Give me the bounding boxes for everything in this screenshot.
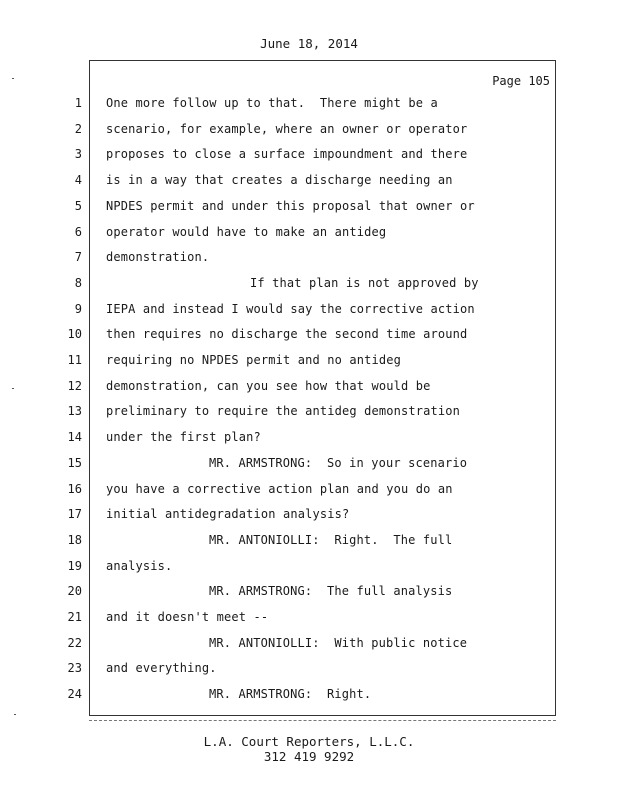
line-number: 2 <box>74 122 82 136</box>
line-number: 16 <box>67 482 82 496</box>
page-label: Page 105 <box>492 74 550 88</box>
transcript-line: If that plan is not approved by <box>250 276 479 290</box>
line-number: 4 <box>74 173 82 187</box>
transcript-line: then requires no discharge the second time around <box>106 327 468 341</box>
line-number: 3 <box>74 147 82 161</box>
line-number: 6 <box>74 225 82 239</box>
transcript-line: MR. ANTONIOLLI: Right. The full <box>209 533 453 547</box>
line-number: 9 <box>74 302 82 316</box>
line-number: 18 <box>67 533 82 547</box>
transcript-line: operator would have to make an antideg <box>106 225 387 239</box>
line-number: 5 <box>74 199 82 213</box>
scan-speck <box>12 388 14 389</box>
transcript-line: MR. ARMSTRONG: So in your scenario <box>209 456 468 470</box>
line-number: 1 <box>74 96 82 110</box>
footer-phone: 312 419 9292 <box>263 749 355 764</box>
transcript-line: MR. ARMSTRONG: Right. <box>209 687 372 701</box>
transcript-line: MR. ANTONIOLLI: With public notice <box>209 636 468 650</box>
transcript-line: demonstration. <box>106 250 210 264</box>
line-number: 8 <box>74 276 82 290</box>
scan-speck <box>12 78 14 79</box>
transcript-line: and everything. <box>106 661 217 675</box>
line-number: 11 <box>67 353 82 367</box>
line-number: 12 <box>67 379 82 393</box>
line-number: 24 <box>67 687 82 701</box>
frame-bottom-rule <box>89 720 556 721</box>
line-number: 14 <box>67 430 82 444</box>
line-number: 20 <box>67 584 82 598</box>
transcript-line: scenario, for example, where an owner or operator <box>106 122 468 136</box>
line-number: 21 <box>67 610 82 624</box>
header-date: June 18, 2014 <box>260 36 358 51</box>
transcript-line: you have a corrective action plan and you do an <box>106 482 453 496</box>
transcript-line: preliminary to require the antideg demonstration <box>106 404 460 418</box>
line-number: 10 <box>67 327 82 341</box>
line-number: 13 <box>67 404 82 418</box>
transcript-line: MR. ARMSTRONG: The full analysis <box>209 584 453 598</box>
scan-speck <box>14 714 16 715</box>
line-number: 7 <box>74 250 82 264</box>
transcript-line: IEPA and instead I would say the corrective action <box>106 302 475 316</box>
transcript-line: demonstration, can you see how that would be <box>106 379 431 393</box>
transcript-line: NPDES permit and under this proposal that owner or <box>106 199 475 213</box>
transcript-line: requiring no NPDES permit and no antideg <box>106 353 401 367</box>
transcript-line: analysis. <box>106 559 173 573</box>
line-number: 22 <box>67 636 82 650</box>
line-number: 19 <box>67 559 82 573</box>
transcript-line: proposes to close a surface impoundment and there <box>106 147 468 161</box>
transcript-line: One more follow up to that. There might be a <box>106 96 438 110</box>
line-number: 15 <box>67 456 82 470</box>
transcript-line: is in a way that creates a discharge needing an <box>106 173 453 187</box>
footer-company: L.A. Court Reporters, L.L.C. <box>203 734 415 749</box>
transcript-line: initial antidegradation analysis? <box>106 507 350 521</box>
transcript-line: under the first plan? <box>106 430 261 444</box>
transcript-line: and it doesn't meet -- <box>106 610 269 624</box>
line-number: 23 <box>67 661 82 675</box>
line-number: 17 <box>67 507 82 521</box>
